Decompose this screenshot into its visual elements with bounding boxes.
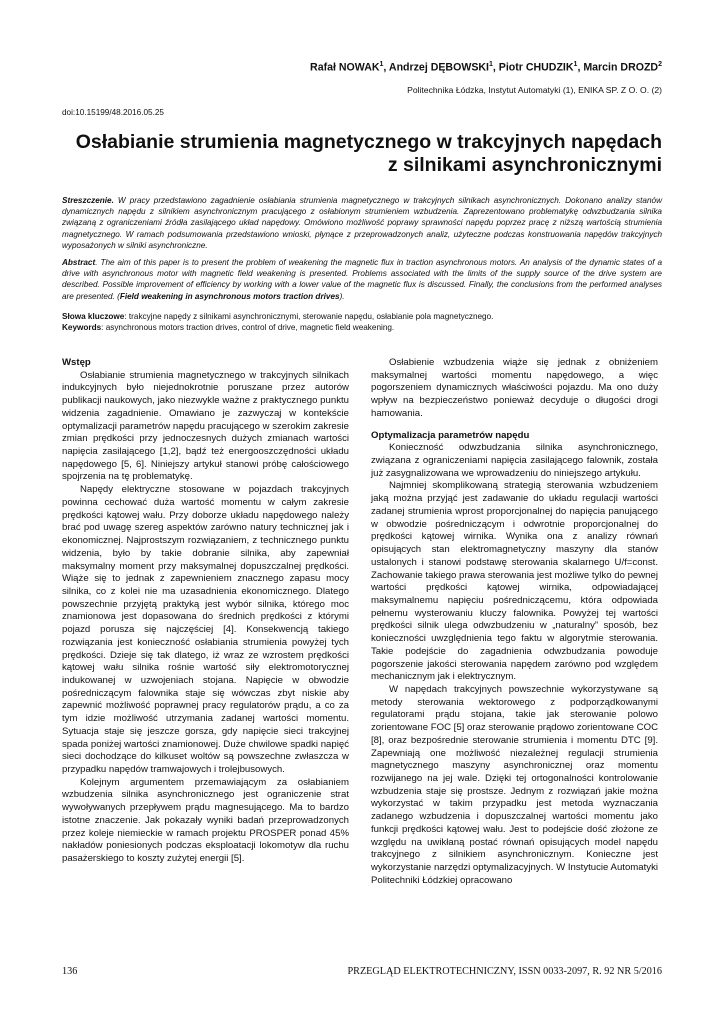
author-separator: , [492,61,499,74]
body-paragraph: Napędy elektryczne stosowane w pojazdach trakcyjnych powinna cechować duża wartość momentu w całym zakresie prędkości kątowej wału. Przy doborze układu napędowego należy brać pod uwagę szereg aspektów zarówno natury technicznej jak i ekonomicznej. Najprostszym rozwiązaniem, z technicznego punktu widzenia, było by takie dobranie silnika, aby zapewniał maksymalny moment przy maksymalnej dopuszczalnej prędkości. Wiąże się to jednak z zapewnieniem znacznego zapasu mocy silnika, co z kolei nie ma uzasadnienia ekonomicznego. Dlatego powszechnie przyjętą praktyką jest wybór silnika, którego moc znamionowa jest dopasowana do średnich prędkości z którymi pojazd porusza się najczęściej [4]. Konsekwencją takiego rozwiązania jest konieczność osłabiania strumienia powyżej tych prędkości. Dzieje się tak dlatego, iż wraz ze wzrostem prędkości kątowej wału silnika rośnie wartość siły elektromotorycznej indukowanej w uzwojeniach stojana. Napięcie w obwodzie pośredniczącym falownika staje się wówczas zbyt niskie aby zapewnić możliwość poprawnej pracy regulatorów prądu, a co za tym idzie możliwość utrzymania zadanej wartości momentu. Sytuacja staje się jeszcze gorsza, gdy napięcie sieci trakcyjnej spada poniżej wartości znamionowej. Duże chwilowe spadki napięć sieci dochodzące do kilkuset woltów są powszechne zwłaszcza w przypadku napędów tramwajowych i trolejbusowych. [62,484,349,775]
abstract-polish [62,195,662,251]
body-paragraph: Kolejnym argumentem przemawiającym za osłabianiem wzbudzenia silnika asynchronicznego jest ograniczenie strat wywoływanych przepływem prądu magnesującego. Ma to bardzo istotne znaczenie. Jak pokazały wyniki badań przeprowadzonych przez koleje niemieckie w ramach projektu PROSPER ponad 45% nakładów poniesionych podczas eksploatacji lokomotyw dla ruchu pasażerskiego to koszty zużytej energii [5]. [62,776,349,865]
paper-title-line: Osłabianie strumienia magnetycznego w trakcyjnych napędach [75,131,662,153]
keywords-label: Keywords [62,323,102,333]
abstract-label: Abstract [62,258,96,267]
abstract-text: . The aim of this paper is to present the problem of weakening the magnetic flux in traction asynchronous motors. An analysis of the dynamic states of a drive with asynchronous motor with magnetic field weakening is presented. Problems associated with the limits of the supply source of the drive system are described. Possible improvement of efficiency by working with a lower value of the magnetic flux is discussed. Finally, the conclusions from the performed analyses are presented. ( [62,258,662,301]
author-name: Andrzej DĘBOWSKI [388,61,489,74]
keywords-text: : asynchronous motors traction drives, control of drive, magnetic field weakening. [101,323,395,333]
author-list [310,61,662,74]
author-name: Rafał NOWAK [310,61,380,74]
author-separator: , [577,61,584,74]
doi: doi:10.15199/48.2016.05.25 [62,108,164,117]
keywords-text: : trakcyjne napędy z silnikami asynchronicznymi, sterowanie napędu, osłabianie pola magnetycznego. [124,312,494,321]
author-affiliation-mark: 1 [488,61,493,68]
body-paragraph: Osłabianie strumienia magnetycznego w trakcyjnych silnikach indukcyjnych było niejednokrotnie poruszane przez autorów publikacji naukowych, jako niezwykle ważne z praktycznego punktu widzenia zagadnienie. Omawiano je zazwyczaj w kontekście optymalizacji parametrów napędu pracującego w szerokim zakresie zmian prędkości przy jednoczesnych dużych zmianach wartości napięcia zasilającego [1,2], bądź też energooszczędności układu napędowego [5, 6]. Niniejszy artykuł stanowi próbę całościowego spojrzenia na tę problematykę. [62,369,349,483]
keywords-english [62,322,662,333]
page-footer [62,966,662,980]
abstract-english [62,257,662,302]
body-paragraph: Konieczność odwzbudzania silnika asynchronicznego, związana z ograniczeniami napięcia zasilającego falownik, została już zasygnalizowana we wprowadzeniu do niniejszego artykułu. [371,442,658,479]
author-affiliation-mark: 1 [379,61,384,68]
page-number: 136 [62,966,78,977]
section-heading: Optymalizacja parametrów napędu [371,429,530,441]
body-paragraph: Osłabienie wzbudzenia wiąże się jednak z obniżeniem maksymalnej wartości momentu napędowego, a więc pogorszeniem dynamicznych właściwości pojazdu. Ma ono duży wpływ na bezpieczeństwo ponieważ decyduje o długości drogi hamowania. [371,357,658,419]
author-affiliation-mark: 2 [658,61,662,68]
abstract-label: Streszczenie. [62,196,114,205]
left-column [62,357,349,866]
section-heading: Wstęp [62,357,91,368]
affiliation: Politechnika Łódzka, Instytut Automatyki (1), ENIKA SP. Z O. O. (2) [407,85,662,95]
body-paragraph: W napędach trakcyjnych powszechnie wykorzystywane są metody sterowania wektorowego z podporządkowanymi regulatorami prądu stojana, takie jak sterowanie polowo zorientowane FOC [5] oraz sterowanie prądowo zorientowane COC [8], oraz bezpośrednie sterowanie strumienia i momentu DTC [9]. Zapewniają one możliwość niezależnej regulacji strumienia magnetycznego maszyny asynchronicznej oraz momentu rozwijanego na jej wale. Dzięki tej ortogonalności kontrolowanie wzbudzenia staje się prostsze. Jednym z rozwiązań jakie można wykorzystać w takim przypadku jest metoda wyznaczania zadanego wzbudzenia i dopuszczalnej wartości momentu jako funkcji prędkości kątowej wału. Jest to podejście dość złożone ze względu na uwikłaną postać równań opisujących model napędu trakcyjnego z silnikiem asynchronicznym. Konieczne jest wykorzystanie narzędzi optymalizacyjnych. W Instytucie Automatyki Politechniki Łódzkiej opracowano [371,683,658,886]
abstract-text: W pracy przedstawiono zagadnienie osłabiania strumienia magnetycznego w trakcyjnych silnikach asynchronicznych. Dokonano analizy stanów dynamicznych napędu z silnikiem asynchronicznym pracującego z osłabionym strumieniem wzbudzenia. Zaprezentowano problematykę odwzbudzania silnika związaną z ograniczeniami źródła zasilającego układ napędowy. Omówiono możliwość poprawy sprawności napędu poprzez pracę z niższą wartością strumienia magnetycznego. W ramach podsumowania przedstawiono wnioski, płynące z przeprowadzonych analiz, użyteczne podczas konstruowania napędów trakcyjnych wyposażonych w silniki asynchroniczne. [62,196,662,250]
right-column [371,357,658,887]
author-affiliation-mark: 1 [573,61,578,68]
english-title: Field weakening in asynchronous motors traction drives [119,291,340,301]
author-separator: , [383,61,389,74]
body-paragraph: Najmniej skomplikowaną strategią sterowania wzbudzeniem jaką można przyjąć jest zadawanie do układu regulacji wartości zadanej strumienia wprost proporcjonalnej do napięcia panującego w obwodzie pośredniczącym i odwrotnie proporcjonalnej do prędkości kątowej wirnika. Wynika ona z analizy równań opisujących stan elektromagnetyczny maszyny dla stanów ustalonych i stanowi podstawę sterowania skalarnego U/f=const. Zachowanie takiego prawa sterowania jest możliwe tylko do pewnej wartości prędkości kątowej wirnika, odpowiadającej maksymalnemu napięciu pośredniczącemu, która odpowiada pełnemu wysterowaniu kluczy falownika. Powyżej tej wartości prędkości silnik ulega odwzbudzeniu w „naturalny” sposób, bez konieczności uwzględnienia tego faktu w algorytmie sterowania. Takie podejście do zagadnienia odwzbudzania powoduje pogorszenie jakości sterowania napędem zarówno pod względem mechanicznym jak i elektrycznym. [371,480,658,683]
keywords-polish [62,311,662,322]
keywords [62,311,662,334]
paper-title-line: z silnikami asynchronicznymi [387,154,662,176]
journal-info: PRZEGLĄD ELEKTROTECHNICZNY, ISSN 0033-2097, R. 92 NR 5/2016 [347,966,662,977]
author-name: Marcin DROZD [583,61,659,74]
paper-title [62,131,662,177]
author-name: Piotr CHUDZIK [498,61,574,74]
keywords-label: Słowa kluczowe [62,312,125,321]
abstract-tail: ). [339,291,345,301]
